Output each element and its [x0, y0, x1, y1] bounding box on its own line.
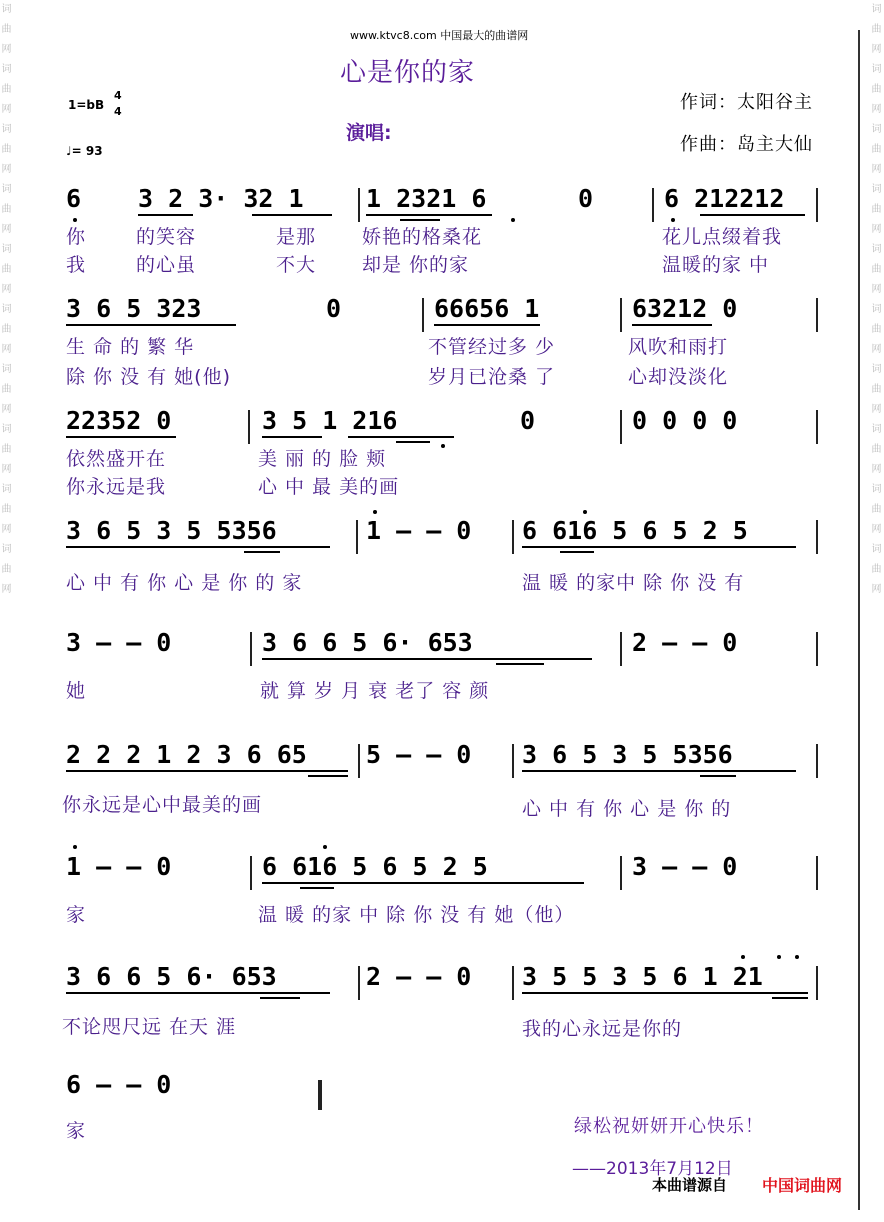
notes-l5-m1: 3 – – 0 — [66, 628, 172, 657]
date-text: ——2013年7月12日 — [572, 1159, 733, 1179]
bar-line — [250, 856, 252, 890]
watermark-text: 词曲网 — [871, 304, 883, 355]
bar-line — [816, 188, 818, 222]
lyric-l6: 心 中 有 你 心 是 你 的 — [522, 798, 732, 820]
bar-line — [620, 410, 622, 444]
underline-beam — [66, 546, 330, 548]
lyric-l1-v1: 的笑容 — [136, 226, 197, 248]
watermark-text: 词曲网 — [1, 544, 13, 595]
underline-beam — [66, 324, 236, 326]
lyric-l1-v1: 花儿点缀着我 — [662, 226, 783, 248]
time-signature-numerator: 4 — [114, 89, 122, 102]
notes-l3-m2a: 3 5 1 216 — [262, 406, 398, 435]
lyricist-credit: 作词：太阳谷主 — [680, 92, 813, 113]
underline-beam — [252, 214, 332, 216]
notes-l7-m3: 3 – – 0 — [632, 852, 738, 881]
source-label: 本曲谱源自 — [652, 1176, 728, 1194]
lyric-l1-v2: 却是 你的家 — [362, 254, 470, 276]
underline-beam — [522, 546, 796, 548]
lyric-l3-v1: 美 丽 的 脸 颊 — [258, 448, 387, 470]
notes-l4-m3: 6 616 5 6 5 2 5 — [522, 516, 748, 545]
watermark-text: 词曲网 — [1, 64, 13, 115]
notes-l2-m1b: 0 — [326, 294, 342, 323]
final-bar-line — [318, 1080, 322, 1110]
watermark-text: 词曲网 — [1, 124, 13, 175]
underline-beam — [772, 997, 808, 999]
octave-dot — [73, 845, 77, 849]
watermark-text: 词曲网 — [871, 184, 883, 235]
composer-credit: 作曲：岛主大仙 — [680, 134, 813, 155]
notes-l7-m1: 1 – – 0 — [66, 852, 172, 881]
singer-label: 演唱: — [346, 122, 392, 144]
lyric-l7: 家 — [66, 904, 87, 926]
bar-line — [620, 298, 622, 332]
notes-l1-m2a: 1 2321 6 — [366, 184, 487, 213]
bar-line — [512, 966, 514, 1000]
lyric-l2-v2: 心却没淡化 — [628, 366, 729, 388]
octave-dot — [441, 444, 445, 448]
bar-line — [356, 520, 358, 554]
song-title: 心是你的家 — [340, 58, 476, 88]
watermark-text: 词曲网 — [871, 244, 883, 295]
lyric-l8: 不论咫尺远 在天 涯 — [62, 1016, 237, 1038]
octave-dot — [795, 955, 799, 959]
lyric-l6: 你永远是心中最美的画 — [62, 794, 263, 816]
bar-line — [512, 744, 514, 778]
bar-line — [358, 966, 360, 1000]
watermark-text: 词曲网 — [871, 64, 883, 115]
lyric-l4: 心 中 有 你 心 是 你 的 家 — [66, 572, 303, 594]
notes-l5-m3: 2 – – 0 — [632, 628, 738, 657]
lyric-l3-v2: 心 中 最 美的画 — [258, 476, 400, 498]
bar-line — [248, 410, 250, 444]
notes-l8-m3: 3 5 5 3 5 6 1 21 — [522, 962, 763, 991]
notes-l2-m1a: 3 6 5 323 — [66, 294, 202, 323]
watermark-text: 词曲网 — [871, 424, 883, 475]
watermark-text: 词曲网 — [1, 484, 13, 535]
key-signature: 1=bB — [68, 98, 105, 112]
lyric-l5: 她 — [66, 680, 87, 702]
notes-l4-m1: 3 6 5 3 5 5356 — [66, 516, 277, 545]
lyric-l7: 温 暖 的家 中 除 你 没 有 她（他） — [258, 904, 575, 926]
bar-line — [816, 298, 818, 332]
bar-line — [816, 856, 818, 890]
bar-line — [358, 744, 360, 778]
bar-line — [816, 966, 818, 1000]
lyric-l2-v1: 生 命 的 繁 华 — [66, 336, 195, 358]
underline-beam — [262, 658, 592, 660]
watermark-text: 词曲网 — [1, 244, 13, 295]
watermark-strip-left — [0, 0, 14, 1222]
octave-dot — [741, 955, 745, 959]
watermark-text: 词曲网 — [1, 4, 13, 55]
lyric-l1-v2: 我 — [66, 254, 87, 276]
notes-l2-m3: 63212 0 — [632, 294, 738, 323]
underline-beam — [400, 219, 440, 221]
watermark-text: 词曲网 — [1, 424, 13, 475]
tempo-mark: ♩= 93 — [66, 144, 103, 158]
notes-l6-m2: 5 – – 0 — [366, 740, 472, 769]
notes-l7-m2: 6 616 5 6 5 2 5 — [262, 852, 488, 881]
notes-l3-m2b: 0 — [520, 406, 536, 435]
lyric-l8: 我的心永远是你的 — [522, 1018, 683, 1040]
underline-beam — [66, 770, 348, 772]
underline-beam — [396, 441, 430, 443]
notes-l3-m1: 22352 0 — [66, 406, 172, 435]
underline-beam — [260, 997, 300, 999]
dedication-text: 绿松祝妍妍开心快乐！ — [574, 1116, 764, 1137]
lyric-l1-v1: 你 — [66, 226, 87, 248]
bar-line — [652, 188, 654, 222]
bar-line — [816, 632, 818, 666]
underline-beam — [496, 663, 544, 665]
octave-dot — [583, 510, 587, 514]
octave-dot — [511, 218, 515, 222]
lyric-l3-v2: 你永远是我 — [66, 476, 167, 498]
watermark-text: 词曲网 — [1, 184, 13, 235]
bar-line — [816, 744, 818, 778]
watermark-strip-right — [870, 0, 884, 1222]
lyric-l5: 就 算 岁 月 衰 老了 容 颜 — [260, 680, 490, 702]
notes-l1-m1b: 3 2 3· 32 1 — [138, 184, 304, 213]
watermark-text: 词曲网 — [1, 364, 13, 415]
underline-beam — [560, 551, 594, 553]
bar-line — [422, 298, 424, 332]
watermark-text: 词曲网 — [871, 364, 883, 415]
underline-beam — [522, 770, 796, 772]
lyric-l1-v2: 温暖的家 中 — [662, 254, 770, 276]
lyric-l2-v1: 风吹和雨打 — [628, 336, 729, 358]
lyric-l3-v1: 依然盛开在 — [66, 448, 167, 470]
underline-beam — [300, 887, 334, 889]
right-margin-line — [858, 30, 860, 1210]
notes-l4-m2: 1 – – 0 — [366, 516, 472, 545]
lyric-l2-v2: 除 你 没 有 她(他) — [66, 366, 231, 388]
watermark-text: 词曲网 — [871, 544, 883, 595]
bar-line — [620, 632, 622, 666]
notes-l1-m2b: 0 — [578, 184, 594, 213]
notes-l8-m2: 2 – – 0 — [366, 962, 472, 991]
underline-beam — [700, 214, 805, 216]
watermark-text: 词曲网 — [871, 4, 883, 55]
underline-beam — [366, 214, 492, 216]
lyric-l1-v2: 不大 — [276, 254, 317, 276]
octave-dot — [323, 845, 327, 849]
watermark-text: 词曲网 — [1, 304, 13, 355]
time-signature-denominator: 4 — [114, 105, 122, 118]
lyric-l2-v1: 不管经过多 少 — [428, 336, 556, 358]
notes-l3-m3: 0 0 0 0 — [632, 406, 738, 435]
site-header: www.ktvc8.com 中国最大的曲谱网 — [350, 29, 529, 42]
underline-beam — [700, 775, 736, 777]
underline-beam — [66, 992, 330, 994]
watermark-text: 词曲网 — [871, 484, 883, 535]
octave-dot — [373, 510, 377, 514]
lyric-l9: 家 — [66, 1120, 87, 1142]
notes-l1-m1a: 6 — [66, 184, 82, 213]
lyric-l1-v2: 的心虽 — [136, 254, 197, 276]
underline-beam — [632, 324, 712, 326]
underline-beam — [262, 436, 322, 438]
lyric-l4: 温 暖 的家中 除 你 没 有 — [522, 572, 745, 594]
notes-l8-m1: 3 6 6 5 6· 653 — [66, 962, 277, 991]
underline-beam — [308, 775, 348, 777]
underline-beam — [522, 992, 808, 994]
lyric-l1-v1: 娇艳的格桑花 — [362, 226, 483, 248]
underline-beam — [434, 324, 540, 326]
bar-line — [358, 188, 360, 222]
notes-l2-m2: 66656 1 — [434, 294, 540, 323]
bar-line — [250, 632, 252, 666]
bar-line — [620, 856, 622, 890]
watermark-text: 词曲网 — [871, 124, 883, 175]
lyric-l2-v2: 岁月已沧桑 了 — [428, 366, 556, 388]
notes-l5-m2: 3 6 6 5 6· 653 — [262, 628, 473, 657]
underline-beam — [244, 551, 280, 553]
bar-line — [816, 410, 818, 444]
underline-beam — [138, 214, 193, 216]
lyric-l1-v1: 是那 — [276, 226, 317, 248]
notes-l6-m1: 2 2 2 1 2 3 6 65 — [66, 740, 307, 769]
notes-l6-m3: 3 6 5 3 5 5356 — [522, 740, 733, 769]
underline-beam — [262, 882, 584, 884]
underline-beam — [66, 436, 176, 438]
underline-beam — [348, 436, 454, 438]
source-site-link[interactable]: 中国词曲网 — [762, 1176, 843, 1195]
octave-dot — [777, 955, 781, 959]
notes-l1-m3: 6 212212 — [664, 184, 785, 213]
notes-l9-m1: 6 – – 0 — [66, 1070, 172, 1099]
bar-line — [816, 520, 818, 554]
bar-line — [512, 520, 514, 554]
